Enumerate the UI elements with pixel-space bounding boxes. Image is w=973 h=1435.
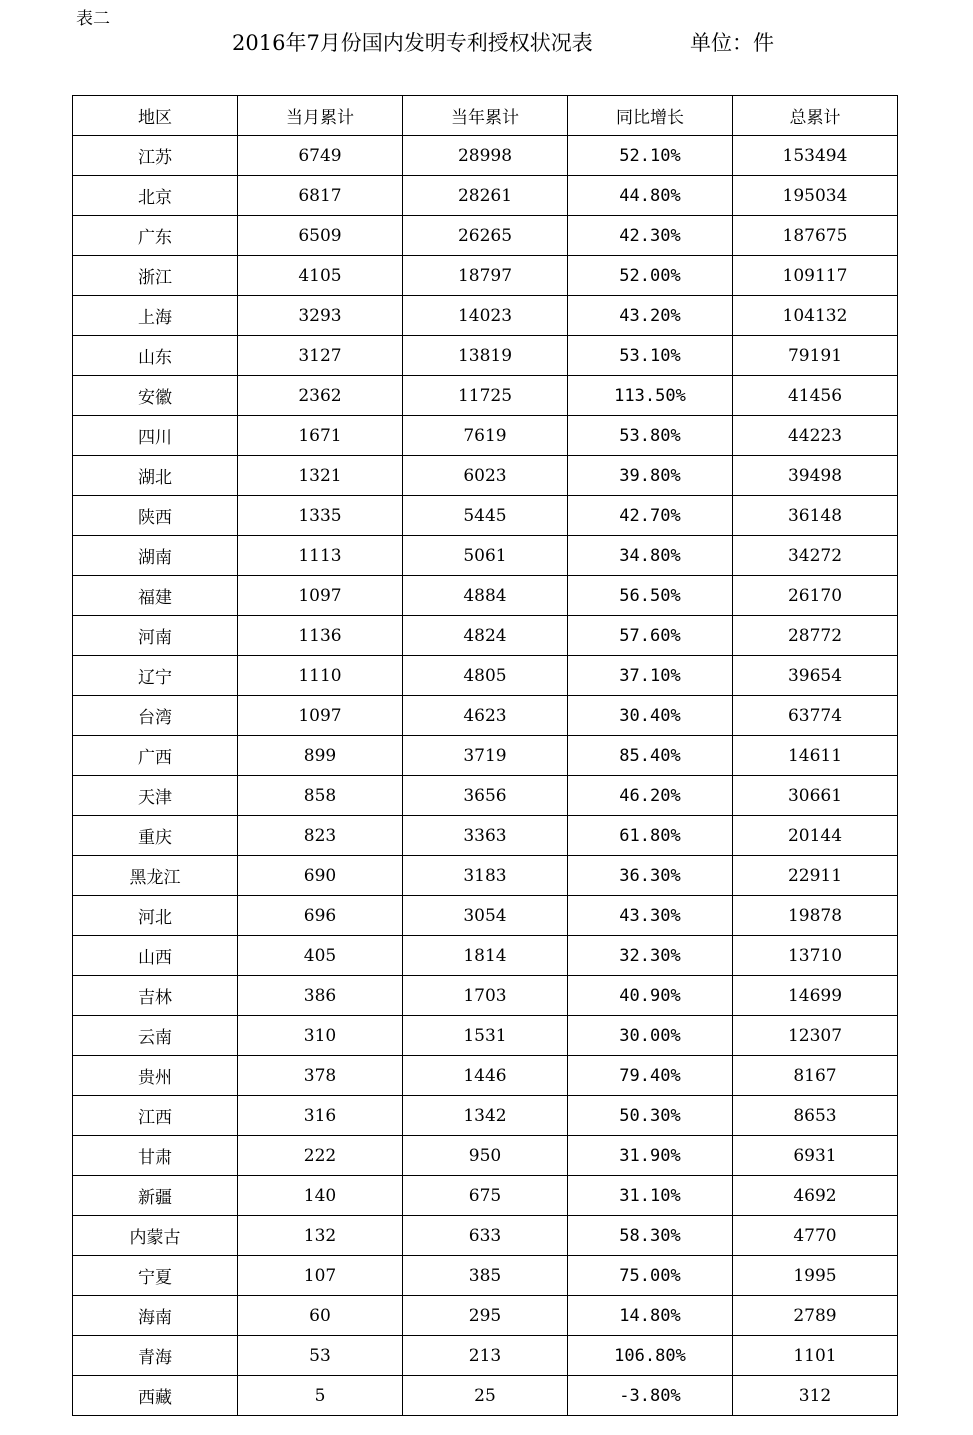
table-row	[73, 1216, 898, 1256]
yearly-cell: 1703	[403, 976, 568, 1016]
yearly-cell: 1342	[403, 1096, 568, 1136]
growth-cell: 106.80%	[568, 1336, 733, 1376]
growth-cell: 79.40%	[568, 1056, 733, 1096]
header-row	[73, 96, 898, 136]
total-cell: 14699	[733, 976, 898, 1016]
growth-cell: 58.30%	[568, 1216, 733, 1256]
growth-cell: 53.80%	[568, 416, 733, 456]
monthly-cell: 140	[238, 1176, 403, 1216]
header-monthly: 当月累计	[238, 96, 403, 136]
region-cell: 陕西	[73, 496, 238, 536]
yearly-cell: 25	[403, 1376, 568, 1416]
monthly-cell: 2362	[238, 376, 403, 416]
total-cell: 6931	[733, 1136, 898, 1176]
yearly-cell: 3054	[403, 896, 568, 936]
growth-cell: 52.10%	[568, 136, 733, 176]
growth-cell: 32.30%	[568, 936, 733, 976]
total-cell: 104132	[733, 296, 898, 336]
region-cell: 新疆	[73, 1176, 238, 1216]
yearly-cell: 633	[403, 1216, 568, 1256]
region-cell: 辽宁	[73, 656, 238, 696]
region-cell: 河南	[73, 616, 238, 656]
growth-cell: 50.30%	[568, 1096, 733, 1136]
yearly-cell: 13819	[403, 336, 568, 376]
table-row	[73, 896, 898, 936]
header-total: 总累计	[733, 96, 898, 136]
region-cell: 北京	[73, 176, 238, 216]
monthly-cell: 1136	[238, 616, 403, 656]
total-cell: 19878	[733, 896, 898, 936]
yearly-cell: 385	[403, 1256, 568, 1296]
growth-cell: 30.00%	[568, 1016, 733, 1056]
monthly-cell: 6749	[238, 136, 403, 176]
table-label: 表二	[76, 9, 110, 29]
region-cell: 湖南	[73, 536, 238, 576]
yearly-cell: 7619	[403, 416, 568, 456]
table-row	[73, 496, 898, 536]
table-row	[73, 1016, 898, 1056]
monthly-cell: 5	[238, 1376, 403, 1416]
monthly-cell: 1097	[238, 696, 403, 736]
table-row	[73, 936, 898, 976]
region-cell: 青海	[73, 1336, 238, 1376]
header-yearly: 当年累计	[403, 96, 568, 136]
region-cell: 吉林	[73, 976, 238, 1016]
monthly-cell: 1113	[238, 536, 403, 576]
total-cell: 187675	[733, 216, 898, 256]
table-row	[73, 216, 898, 256]
yearly-cell: 4623	[403, 696, 568, 736]
yearly-cell: 3363	[403, 816, 568, 856]
yearly-cell: 1446	[403, 1056, 568, 1096]
growth-cell: 30.40%	[568, 696, 733, 736]
table-row	[73, 416, 898, 456]
region-cell: 湖北	[73, 456, 238, 496]
region-cell: 贵州	[73, 1056, 238, 1096]
monthly-cell: 6817	[238, 176, 403, 216]
region-cell: 浙江	[73, 256, 238, 296]
total-cell: 20144	[733, 816, 898, 856]
yearly-cell: 18797	[403, 256, 568, 296]
total-cell: 39654	[733, 656, 898, 696]
total-cell: 2789	[733, 1296, 898, 1336]
yearly-cell: 3719	[403, 736, 568, 776]
yearly-cell: 4824	[403, 616, 568, 656]
table-row	[73, 616, 898, 656]
table-row	[73, 456, 898, 496]
monthly-cell: 1321	[238, 456, 403, 496]
yearly-cell: 5061	[403, 536, 568, 576]
growth-cell: 37.10%	[568, 656, 733, 696]
growth-cell: 34.80%	[568, 536, 733, 576]
monthly-cell: 690	[238, 856, 403, 896]
total-cell: 44223	[733, 416, 898, 456]
region-cell: 河北	[73, 896, 238, 936]
region-cell: 福建	[73, 576, 238, 616]
monthly-cell: 1671	[238, 416, 403, 456]
region-cell: 江苏	[73, 136, 238, 176]
table-row	[73, 1056, 898, 1096]
region-cell: 台湾	[73, 696, 238, 736]
monthly-cell: 696	[238, 896, 403, 936]
region-cell: 黑龙江	[73, 856, 238, 896]
region-cell: 天津	[73, 776, 238, 816]
total-cell: 26170	[733, 576, 898, 616]
total-cell: 195034	[733, 176, 898, 216]
growth-cell: 52.00%	[568, 256, 733, 296]
total-cell: 39498	[733, 456, 898, 496]
yearly-cell: 4884	[403, 576, 568, 616]
table-row	[73, 1336, 898, 1376]
table-row	[73, 976, 898, 1016]
total-cell: 12307	[733, 1016, 898, 1056]
region-cell: 上海	[73, 296, 238, 336]
yearly-cell: 4805	[403, 656, 568, 696]
yearly-cell: 1814	[403, 936, 568, 976]
monthly-cell: 4105	[238, 256, 403, 296]
monthly-cell: 378	[238, 1056, 403, 1096]
growth-cell: 42.30%	[568, 216, 733, 256]
monthly-cell: 132	[238, 1216, 403, 1256]
growth-cell: 43.20%	[568, 296, 733, 336]
table-row	[73, 1176, 898, 1216]
total-cell: 8167	[733, 1056, 898, 1096]
yearly-cell: 28261	[403, 176, 568, 216]
monthly-cell: 823	[238, 816, 403, 856]
region-cell: 江西	[73, 1096, 238, 1136]
yearly-cell: 295	[403, 1296, 568, 1336]
total-cell: 36148	[733, 496, 898, 536]
table-row	[73, 176, 898, 216]
monthly-cell: 386	[238, 976, 403, 1016]
monthly-cell: 405	[238, 936, 403, 976]
table-row	[73, 1376, 898, 1416]
region-cell: 海南	[73, 1296, 238, 1336]
total-cell: 63774	[733, 696, 898, 736]
total-cell: 4770	[733, 1216, 898, 1256]
total-cell: 8653	[733, 1096, 898, 1136]
total-cell: 14611	[733, 736, 898, 776]
unit-label: 单位：件	[690, 31, 774, 55]
total-cell: 312	[733, 1376, 898, 1416]
growth-cell: 31.90%	[568, 1136, 733, 1176]
yearly-cell: 6023	[403, 456, 568, 496]
monthly-cell: 1335	[238, 496, 403, 536]
region-cell: 广西	[73, 736, 238, 776]
table-row	[73, 1096, 898, 1136]
region-cell: 西藏	[73, 1376, 238, 1416]
yearly-cell: 213	[403, 1336, 568, 1376]
table-row	[73, 376, 898, 416]
total-cell: 4692	[733, 1176, 898, 1216]
region-cell: 云南	[73, 1016, 238, 1056]
growth-cell: 46.20%	[568, 776, 733, 816]
growth-cell: 43.30%	[568, 896, 733, 936]
table-body	[73, 136, 898, 1416]
growth-cell: -3.80%	[568, 1376, 733, 1416]
monthly-cell: 316	[238, 1096, 403, 1136]
yearly-cell: 5445	[403, 496, 568, 536]
yearly-cell: 3183	[403, 856, 568, 896]
growth-cell: 61.80%	[568, 816, 733, 856]
total-cell: 13710	[733, 936, 898, 976]
region-cell: 四川	[73, 416, 238, 456]
monthly-cell: 310	[238, 1016, 403, 1056]
region-cell: 安徽	[73, 376, 238, 416]
total-cell: 109117	[733, 256, 898, 296]
region-cell: 宁夏	[73, 1256, 238, 1296]
yearly-cell: 950	[403, 1136, 568, 1176]
yearly-cell: 675	[403, 1176, 568, 1216]
yearly-cell: 1531	[403, 1016, 568, 1056]
growth-cell: 42.70%	[568, 496, 733, 536]
table-row	[73, 1256, 898, 1296]
region-cell: 内蒙古	[73, 1216, 238, 1256]
table-row	[73, 776, 898, 816]
yearly-cell: 11725	[403, 376, 568, 416]
growth-cell: 53.10%	[568, 336, 733, 376]
growth-cell: 39.80%	[568, 456, 733, 496]
monthly-cell: 60	[238, 1296, 403, 1336]
total-cell: 79191	[733, 336, 898, 376]
table-row	[73, 736, 898, 776]
monthly-cell: 899	[238, 736, 403, 776]
monthly-cell: 53	[238, 1336, 403, 1376]
table-row	[73, 696, 898, 736]
region-cell: 甘肃	[73, 1136, 238, 1176]
growth-cell: 75.00%	[568, 1256, 733, 1296]
table-row	[73, 136, 898, 176]
total-cell: 1995	[733, 1256, 898, 1296]
table-row	[73, 656, 898, 696]
growth-cell: 57.60%	[568, 616, 733, 656]
growth-cell: 40.90%	[568, 976, 733, 1016]
region-cell: 重庆	[73, 816, 238, 856]
monthly-cell: 858	[238, 776, 403, 816]
header-growth: 同比增长	[568, 96, 733, 136]
monthly-cell: 3127	[238, 336, 403, 376]
monthly-cell: 107	[238, 1256, 403, 1296]
growth-cell: 44.80%	[568, 176, 733, 216]
monthly-cell: 3293	[238, 296, 403, 336]
growth-cell: 113.50%	[568, 376, 733, 416]
total-cell: 1101	[733, 1336, 898, 1376]
total-cell: 153494	[733, 136, 898, 176]
table-row	[73, 536, 898, 576]
growth-cell: 56.50%	[568, 576, 733, 616]
region-cell: 山西	[73, 936, 238, 976]
monthly-cell: 222	[238, 1136, 403, 1176]
table-row	[73, 336, 898, 376]
monthly-cell: 1110	[238, 656, 403, 696]
table-row	[73, 816, 898, 856]
growth-cell: 31.10%	[568, 1176, 733, 1216]
total-cell: 22911	[733, 856, 898, 896]
header-region: 地区	[73, 96, 238, 136]
region-cell: 山东	[73, 336, 238, 376]
total-cell: 41456	[733, 376, 898, 416]
table-row	[73, 1296, 898, 1336]
yearly-cell: 26265	[403, 216, 568, 256]
table-row	[73, 1136, 898, 1176]
growth-cell: 85.40%	[568, 736, 733, 776]
monthly-cell: 6509	[238, 216, 403, 256]
patent-table	[72, 95, 898, 1416]
table-row	[73, 296, 898, 336]
region-cell: 广东	[73, 216, 238, 256]
table-row	[73, 856, 898, 896]
total-cell: 30661	[733, 776, 898, 816]
growth-cell: 36.30%	[568, 856, 733, 896]
growth-cell: 14.80%	[568, 1296, 733, 1336]
monthly-cell: 1097	[238, 576, 403, 616]
table-row	[73, 256, 898, 296]
page-title: 2016年7月份国内发明专利授权状况表	[232, 31, 593, 55]
yearly-cell: 14023	[403, 296, 568, 336]
total-cell: 28772	[733, 616, 898, 656]
yearly-cell: 3656	[403, 776, 568, 816]
total-cell: 34272	[733, 536, 898, 576]
yearly-cell: 28998	[403, 136, 568, 176]
table-row	[73, 576, 898, 616]
